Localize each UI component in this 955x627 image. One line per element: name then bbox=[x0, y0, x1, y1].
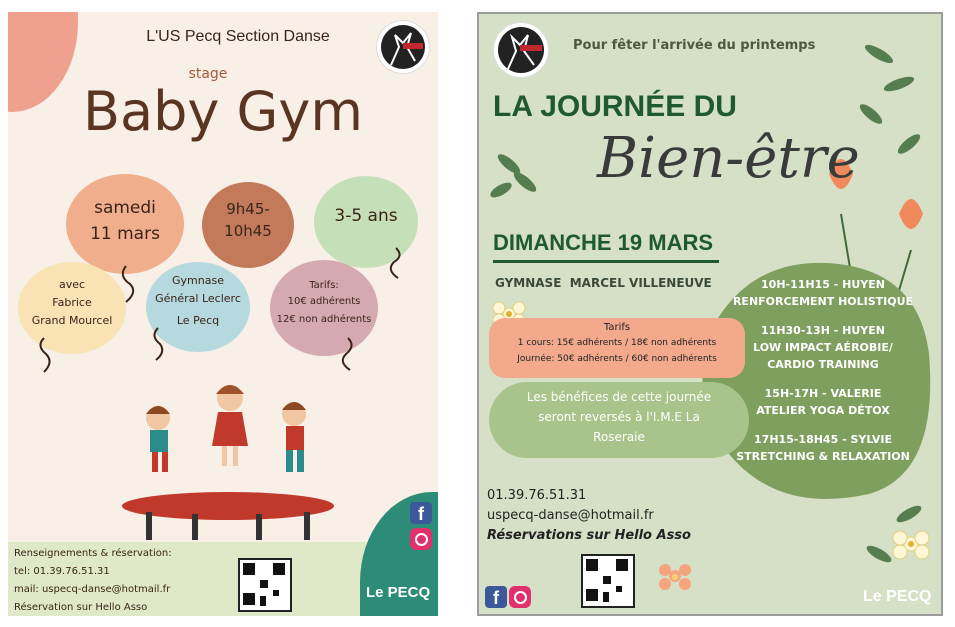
schedule-activity-3: ATELIER YOGA DÉTOX bbox=[756, 404, 890, 417]
coach-line2: Fabrice bbox=[52, 296, 92, 309]
baby-gym-poster bbox=[8, 12, 438, 616]
info-line4: Réservation sur Hello Asso bbox=[14, 602, 148, 613]
schedule-activity-4: STRETCHING & RELAXATION bbox=[736, 450, 910, 463]
schedule-activity-2: LOW IMPACT AÉROBIE/ bbox=[753, 341, 893, 354]
coach-line3: Grand Mourcel bbox=[31, 314, 113, 327]
stage-label: stage bbox=[188, 66, 228, 82]
reservation-note: Réservations sur Hello Asso bbox=[487, 528, 691, 543]
title-script: Bien-être bbox=[597, 126, 860, 191]
facebook-icon[interactable]: f bbox=[410, 502, 432, 524]
benefit-line2: seront reversés à l'I.M.E La bbox=[538, 410, 700, 424]
price-line1: Tarifs: bbox=[309, 280, 339, 291]
schedule-time-4: 17H15-18H45 - SYLVIE bbox=[754, 433, 892, 446]
place-line3: Le Pecq bbox=[176, 314, 220, 327]
brand-logo: Le PECQ bbox=[863, 588, 932, 605]
instagram-icon[interactable] bbox=[410, 528, 432, 550]
date-line2: 11 mars bbox=[90, 224, 160, 244]
qr-code[interactable] bbox=[238, 558, 292, 612]
brand-logo: Le PECQ bbox=[366, 584, 431, 601]
prices-line1: 1 cours: 15€ adhérents / 18€ non adhérents bbox=[517, 338, 717, 348]
price-line3: 12€ non adhérents bbox=[276, 314, 372, 325]
event-place: GYMNASE MARCEL VILLENEUVE bbox=[495, 276, 712, 290]
prices-line2: Journée: 50€ adhérents / 60€ non adhérents bbox=[517, 354, 717, 364]
title-line1: LA JOURNÉE DU bbox=[493, 90, 737, 123]
age-label: 3-5 ans bbox=[334, 206, 398, 226]
schedule-activity-2b: CARDIO TRAINING bbox=[767, 358, 879, 371]
facebook-icon[interactable]: f bbox=[485, 586, 507, 608]
bien-etre-poster bbox=[477, 12, 943, 616]
date-underline bbox=[493, 260, 719, 263]
kids-illustration bbox=[118, 368, 338, 544]
place-line2: Général Leclerc bbox=[155, 292, 241, 305]
price-line2: 10€ adhérents bbox=[287, 296, 361, 307]
place-line1: Gymnase bbox=[172, 274, 224, 287]
schedule-time-2: 11H30-13H - HUYEN bbox=[761, 324, 885, 337]
info-line2: tel: 01.39.76.51.31 bbox=[14, 566, 110, 577]
contact-phone: 01.39.76.51.31 bbox=[487, 488, 587, 503]
info-line1: Renseignements & réservation: bbox=[14, 548, 172, 559]
benefit-line1: Les bénéfices de cette journée bbox=[526, 390, 712, 404]
info-line3: mail: uspecq-danse@hotmail.fr bbox=[14, 584, 171, 595]
instagram-icon[interactable] bbox=[509, 586, 531, 608]
prices-title: Tarifs bbox=[603, 322, 631, 333]
schedule bbox=[713, 276, 933, 465]
coach-line1: avec bbox=[58, 278, 86, 291]
schedule-activity-1: RENFORCEMENT HOLISTIQUE bbox=[732, 295, 914, 308]
tagline: Pour fêter l'arrivée du printemps bbox=[573, 38, 816, 53]
contact-email[interactable]: uspecq-danse@hotmail.fr bbox=[487, 508, 654, 523]
qr-code[interactable] bbox=[581, 554, 635, 608]
time-line2: 10h45 bbox=[224, 222, 272, 240]
time-line1: 9h45- bbox=[226, 200, 270, 218]
club-name: L'US Pecq Section Danse bbox=[146, 28, 330, 45]
date-line1: samedi bbox=[94, 198, 156, 218]
schedule-time-1: 10H-11H15 - HUYEN bbox=[761, 278, 885, 291]
schedule-time-3: 15H-17H - VALERIE bbox=[764, 387, 882, 400]
poster-title: Baby Gym bbox=[83, 80, 363, 143]
benefit-line3: Roseraie bbox=[593, 430, 645, 444]
event-date: DIMANCHE 19 MARS bbox=[493, 230, 714, 255]
